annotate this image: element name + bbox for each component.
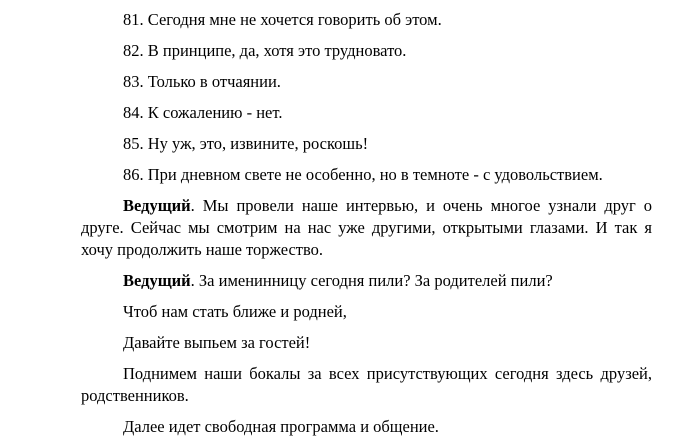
answer-line-85: 85. Ну уж, это, извините, роскошь!	[123, 134, 369, 153]
host-paragraph-2-text: . За именинницу сегодня пили? За родителей пили?	[190, 271, 553, 290]
answer-line-83: 83. Только в отчаянии.	[123, 72, 281, 91]
answer-line-86: 86. При дневном свете не особенно, но в темноте - с удовольствием.	[123, 165, 603, 184]
verse-line-1: Чтоб нам стать ближе и родней,	[123, 302, 347, 321]
host-paragraph-2	[81, 270, 652, 292]
host-label: Ведущий	[123, 271, 191, 290]
answer-line-84: 84. К сожалению - нет.	[123, 103, 283, 122]
host-label: Ведущий	[123, 196, 191, 215]
closing-line: Далее идет свободная программа и общение.	[123, 417, 439, 436]
answer-line-81: 81. Сегодня мне не хочется говорить об этом.	[123, 10, 442, 29]
host-paragraph-1	[81, 195, 652, 261]
answer-line-82: 82. В принципе, да, хотя это трудновато.	[123, 41, 407, 60]
toast-paragraph: Поднимем наши бокалы за всех присутствующих сегодня здесь друзей, родственников.	[81, 364, 652, 405]
verse-line-2: Давайте выпьем за гостей!	[123, 333, 311, 352]
host-paragraph-1-text: . Мы провели наше интервью, и очень многое узнали друг о друге. Сейчас мы смотрим на нас уже другими, открытыми глазами. И так я хочу продолжить наше торжество.	[81, 196, 652, 259]
